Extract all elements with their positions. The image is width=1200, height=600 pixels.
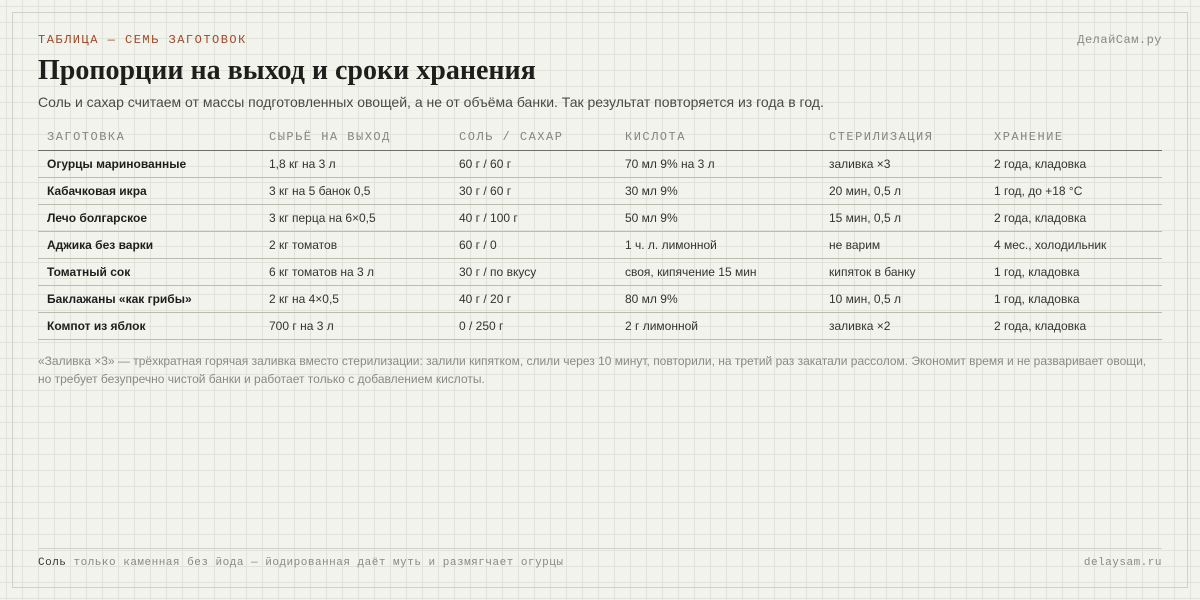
cell-raw-yield: 1,8 кг на 3 л [260,151,450,178]
cell-preserve-name: Аджика без варки [38,232,260,259]
cell-sterilization: не варим [820,232,985,259]
cell-acid: 70 мл 9% на 3 л [616,151,820,178]
cell-sterilization: кипяток в банку [820,259,985,286]
cell-acid: 1 ч. л. лимонной [616,232,820,259]
column-header-sterilization: СТЕРИЛИЗАЦИЯ [820,124,985,151]
cell-sterilization: заливка ×3 [820,151,985,178]
table-row [38,232,1162,259]
column-header-salt-sugar: СОЛЬ / САХАР [450,124,616,151]
cell-preserve-name: Томатный сок [38,259,260,286]
cell-acid: 50 мл 9% [616,205,820,232]
cell-storage: 1 год, кладовка [985,286,1162,313]
cell-salt-sugar: 0 / 250 г [450,313,616,340]
preserves-table [38,124,1162,340]
footnote: «Заливка ×3» — трёхкратная горячая заливка вместо стерилизации: залили кипятком, слили через 10 минут, повторили, на третий раз закатали рассолом. Экономит время и не разваривает овощи, но требует безупречно чистой банки и работает только с добавлением кислоты. [38,354,1147,386]
table-header-row [38,124,1162,151]
cell-acid: 2 г лимонной [616,313,820,340]
cell-raw-yield: 3 кг на 5 банок 0,5 [260,178,450,205]
cell-salt-sugar: 40 г / 20 г [450,286,616,313]
table-row [38,259,1162,286]
table-row [38,178,1162,205]
footer-note-text: только каменная без йода — йодированная даёт муть и размягчает огурцы [66,557,564,569]
cell-raw-yield: 3 кг перца на 6×0,5 [260,205,450,232]
footer-note-lead: Соль [38,557,67,569]
page-title: Пропорции на выход и сроки хранения [38,55,536,86]
cell-sterilization: 15 мин, 0,5 л [820,205,985,232]
cell-raw-yield: 2 кг томатов [260,232,450,259]
footer-note [38,557,563,569]
cell-preserve-name: Кабачковая икра [38,178,260,205]
cell-preserve-name: Лечо болгарское [38,205,260,232]
table-row [38,286,1162,313]
cell-salt-sugar: 30 г / 60 г [450,178,616,205]
cell-salt-sugar: 30 г / по вкусу [450,259,616,286]
column-header-preserve: ЗАГОТОВКА [38,124,260,151]
column-header-acid: КИСЛОТА [616,124,820,151]
cell-storage: 1 год, кладовка [985,259,1162,286]
table-row [38,313,1162,340]
cell-storage: 1 год, до +18 °C [985,178,1162,205]
cell-acid: своя, кипячение 15 мин [616,259,820,286]
cell-salt-sugar: 40 г / 100 г [450,205,616,232]
table-row [38,205,1162,232]
cell-raw-yield: 700 г на 3 л [260,313,450,340]
cell-salt-sugar: 60 г / 60 г [450,151,616,178]
cell-storage: 4 мес., холодильник [985,232,1162,259]
column-header-storage: ХРАНЕНИЕ [985,124,1162,151]
kicker-label: ТАБЛИЦА — СЕМЬ ЗАГОТОВОК [38,33,247,47]
column-header-raw-yield: СЫРЬЁ НА ВЫХОД [260,124,450,151]
footer-divider [38,548,1162,549]
cell-storage: 2 года, кладовка [985,151,1162,178]
cell-raw-yield: 2 кг на 4×0,5 [260,286,450,313]
cell-preserve-name: Огурцы маринованные [38,151,260,178]
cell-raw-yield: 6 кг томатов на 3 л [260,259,450,286]
cell-preserve-name: Баклажаны «как грибы» [38,286,260,313]
site-name-top: ДелайСам.ру [1077,33,1162,47]
cell-sterilization: заливка ×2 [820,313,985,340]
table-row [38,151,1162,178]
cell-acid: 80 мл 9% [616,286,820,313]
cell-storage: 2 года, кладовка [985,313,1162,340]
cell-storage: 2 года, кладовка [985,205,1162,232]
cell-acid: 30 мл 9% [616,178,820,205]
cell-sterilization: 10 мин, 0,5 л [820,286,985,313]
page-subtitle: Соль и сахар считаем от массы подготовленных овощей, а не от объёма банки. Так результат повторяется из года в год. [38,94,824,110]
cell-salt-sugar: 60 г / 0 [450,232,616,259]
cell-sterilization: 20 мин, 0,5 л [820,178,985,205]
cell-preserve-name: Компот из яблок [38,313,260,340]
preserves-table-container [38,124,1162,340]
site-name-bottom: delaysam.ru [1083,557,1162,569]
